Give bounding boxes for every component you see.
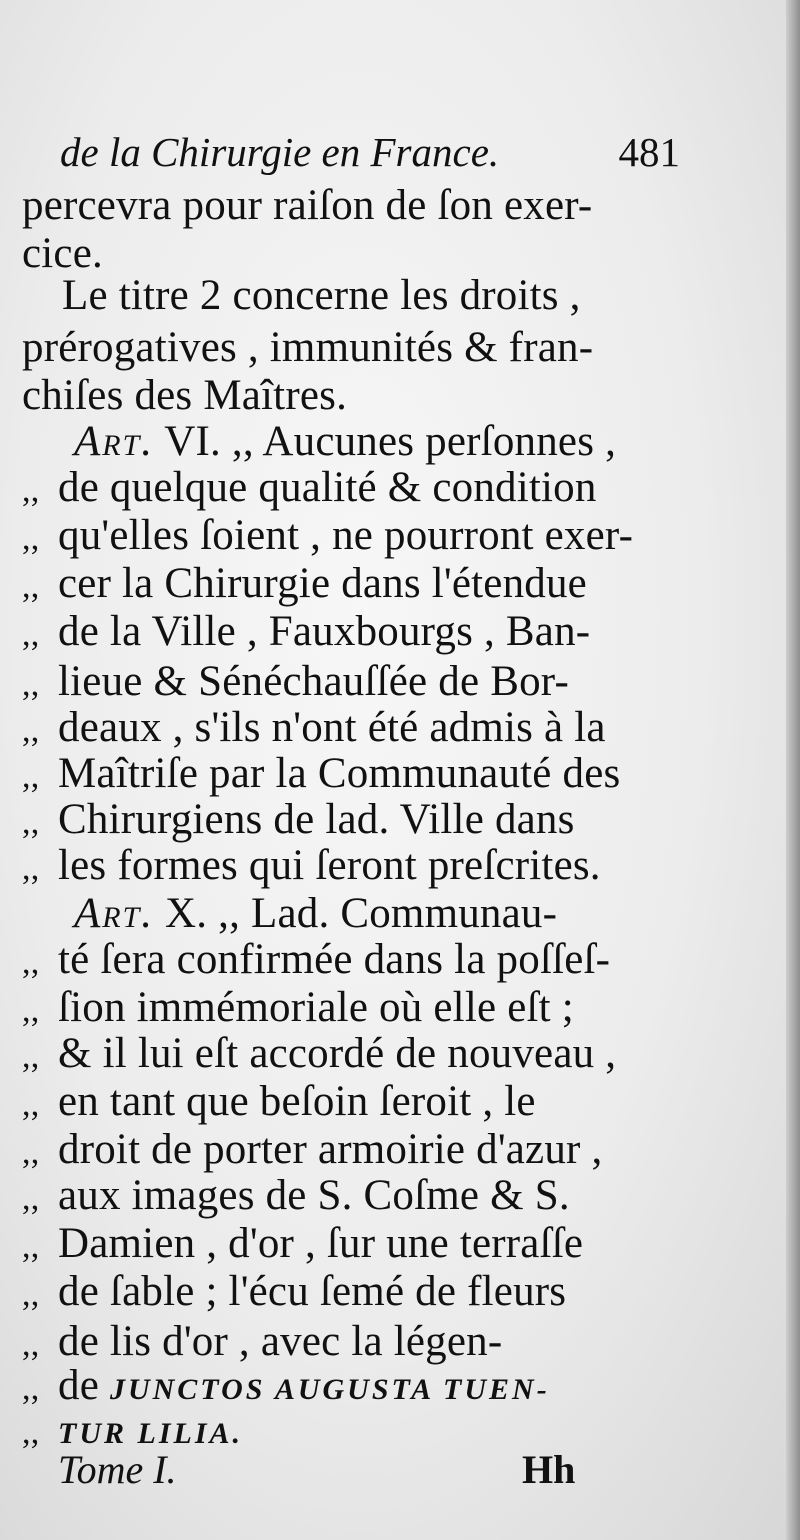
text-line [22,840,662,892]
line-text: droit de porter armoirie d'azur , [58,1126,603,1173]
quote-mark: ,, [22,1414,40,1451]
article-label: Art. [74,418,155,465]
line-text: X. ,, Lad. Communau- [164,890,558,937]
quote-mark: ,, [22,1134,40,1171]
line-text: qu'elles ſoient , ne pourront exer- [58,512,634,559]
line-text: ſion immémoriale où elle eſt ; [58,984,574,1031]
quote-mark: ,, [22,616,40,653]
quote-mark: ,, [22,1180,40,1217]
quote-mark: ,, [22,472,40,509]
line-text: percevra pour raiſon de ſon exer- [22,182,593,229]
text-line [22,794,662,846]
line-text: Maîtriſe par la Communauté des [58,750,621,797]
line-text: chiſes des Maîtres. [22,372,348,419]
text-line [22,180,662,232]
text-line [22,606,662,658]
line-text: Damien , d'or , ſur une terraſſe [58,1220,584,1267]
text-line [22,1266,662,1318]
article-label: Art. [74,890,155,937]
quote-mark: ,, [22,568,40,605]
line-text: de quelque qualité & condition [58,464,597,511]
text-line [22,1028,662,1080]
line-text: VI. ,, Aucunes perſonnes , [164,418,617,465]
page-number: 481 [618,129,680,175]
volume-label: Tome I. [58,1447,177,1492]
quote-mark: ,, [22,1276,40,1313]
text-line [22,462,662,514]
line-text: aux images de S. Coſme & S. [58,1172,570,1219]
text-line [22,1124,662,1176]
text-line [22,370,662,422]
line-text: & il lui eſt accordé de nouveau , [58,1030,617,1077]
running-title: de la Chirurgie en France. [60,129,500,175]
text-line [22,934,662,986]
text-line [22,1076,662,1128]
text-line [22,888,714,940]
text-line [22,1170,662,1222]
line-text: de ſable ; l'écu ſemé de fleurs [58,1268,567,1315]
quote-mark: ,, [22,850,40,887]
motto-text: JUNCTOS AUGUSTA TUEN- [109,1373,550,1406]
quote-mark: ,, [22,712,40,749]
text-line [22,416,714,468]
quote-mark: ,, [22,666,40,703]
text-line [22,1218,662,1270]
page-edge-shadow [786,0,800,1540]
text-line [22,748,662,800]
quote-mark: ,, [22,992,40,1029]
text-line [22,322,662,374]
quote-mark: ,, [22,1370,40,1407]
motto-text: TUR LILIA. [58,1417,244,1450]
quote-mark: ,, [22,1228,40,1265]
running-header [60,126,680,178]
quote-mark: ,, [22,944,40,981]
line-text: en tant que beſoin ſeroit , le [58,1078,536,1125]
line-text: de [58,1362,99,1409]
line-text: les formes qui ſeront preſcrites. [58,842,601,889]
text-line [22,656,662,708]
text-line [22,510,662,562]
line-text: cer la Chirurgie dans l'étendue [58,560,587,607]
line-text: deaux , s'ils n'ont été admis à la [58,704,606,751]
quote-mark: ,, [22,804,40,841]
line-text: té ſera confirmée dans la poſſeſ- [58,936,611,983]
text-line [22,270,702,322]
line-text: cice. [22,230,103,277]
line-text: Le titre 2 concerne les droits , [62,272,581,319]
line-text: prérogatives , immunités & fran- [22,324,594,371]
text-line [22,982,662,1034]
quote-mark: ,, [22,1326,40,1363]
line-text: de lis d'or , avec la légen- [58,1318,503,1365]
line-text: de la Ville , Fauxbourgs , Ban- [58,608,591,655]
line-text: Chirurgiens de lad. Ville dans [58,796,575,843]
quote-mark: ,, [22,1086,40,1123]
line-text: lieue & Sénéchauſſée de Bor- [58,658,569,705]
quote-mark: ,, [22,520,40,557]
signature-mark: Hh [522,1447,576,1492]
text-line [22,558,662,610]
quote-mark: ,, [22,758,40,795]
quote-mark: ,, [22,1038,40,1075]
text-line [22,702,662,754]
